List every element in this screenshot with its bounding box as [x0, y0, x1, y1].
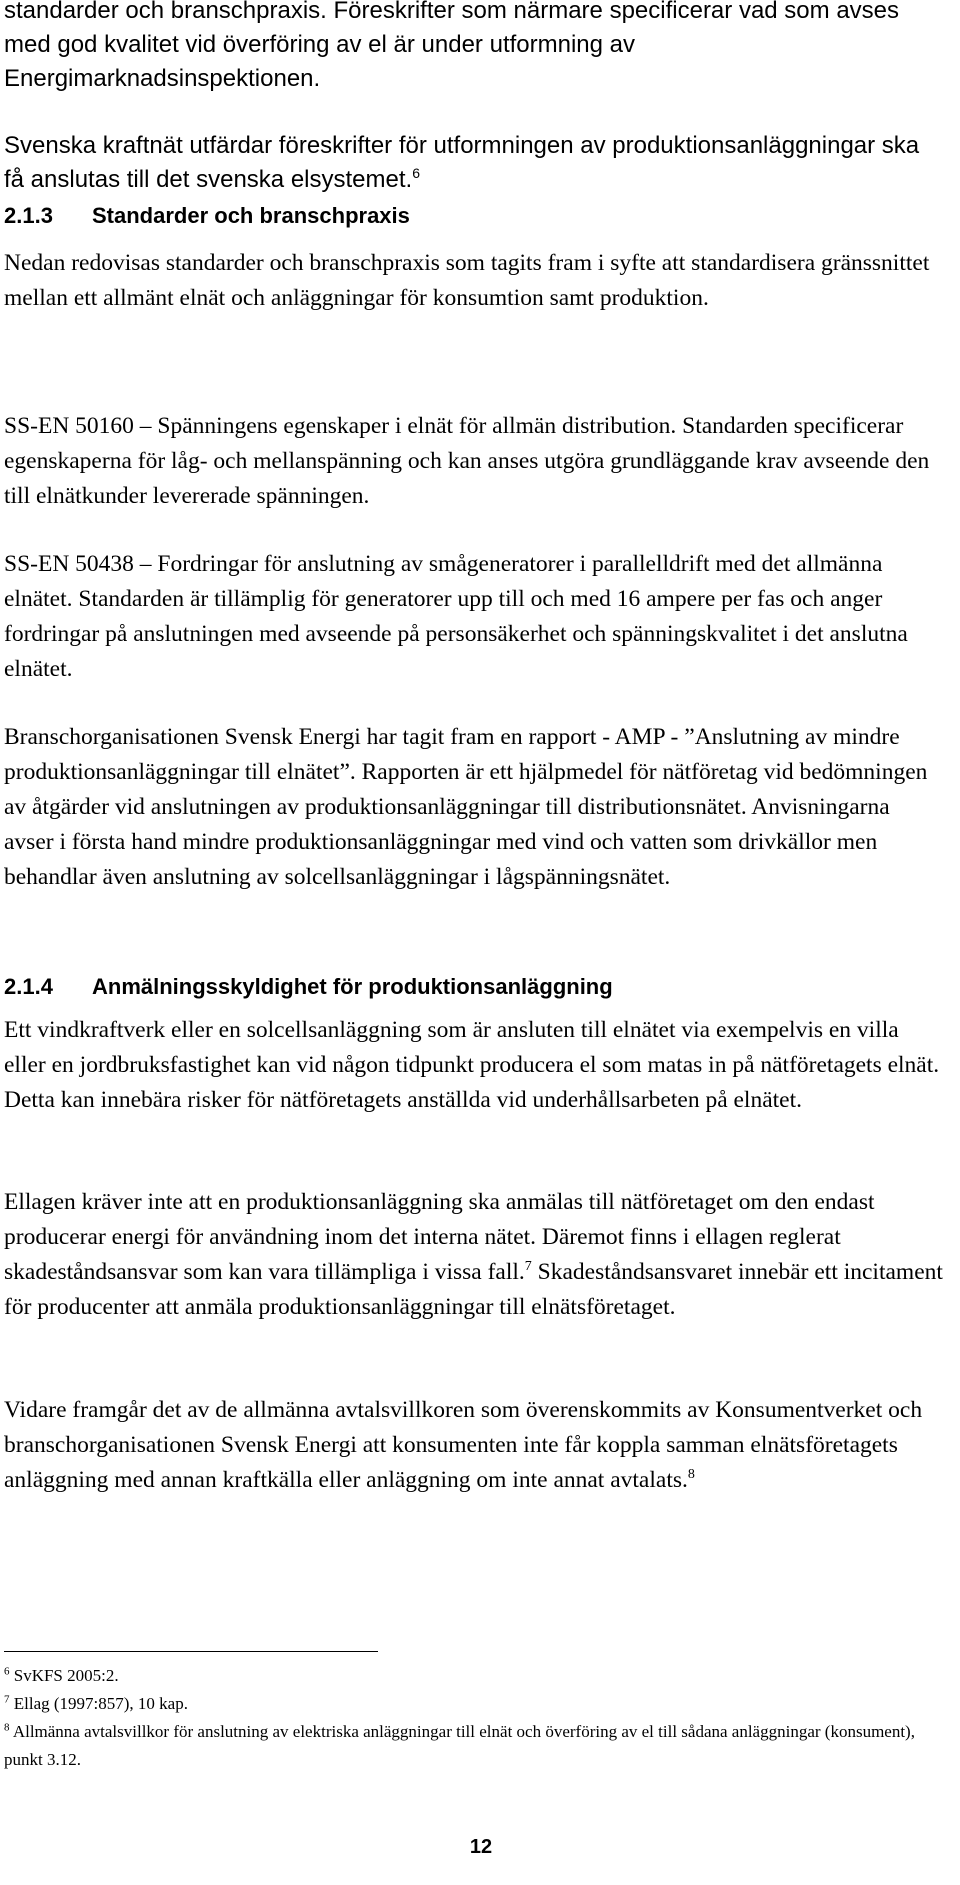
footnote-text: SvKFS 2005:2.: [13, 1666, 119, 1685]
section-2-1-4-paragraph-3: [4, 1393, 944, 1498]
section-2-1-3-paragraph-3: [4, 547, 944, 687]
section-2-1-3-paragraph-2: [4, 409, 944, 514]
footnote-6: [4, 1662, 944, 1690]
footnote-mark: 6: [4, 1665, 10, 1678]
section-heading-2-1-4: [4, 972, 613, 1002]
section-2-1-3-paragraph-1-text: Nedan redovisas standarder och branschpraxis som tagits fram i syfte att standardisera gränssnittet mellan ett allmänt elnät och anläggningar för konsumtion samt produktion.: [4, 250, 930, 311]
intro-paragraph-1: [4, 0, 944, 96]
section-2-1-4-paragraph-2: [4, 1185, 944, 1325]
footnote-separator: [4, 1651, 378, 1652]
intro-paragraph-2-text: Svenska kraftnät utfärdar föreskrifter för utformningen av produktionsanläggningar ska få anslutas till det svenska elsystemet.: [4, 132, 920, 193]
section-2-1-4-paragraph-1-text: Ett vindkraftverk eller en solcellsanläggning som är ansluten till elnätet via exempelvis en villa eller en jordbruksfastighet kan vid någon tidpunkt producera el som matas in på nätföretagets elnät. Detta kan innebära risker för nätföretagets anställda vid underhållsarbeten på elnätet.: [4, 1017, 940, 1113]
footnote-ref-8[interactable]: 8: [687, 1467, 695, 1483]
section-2-1-3-paragraph-2-text: SS-EN 50160 – Spänningens egenskaper i elnät för allmän distribution. Standarden specificerar egenskaperna för låg- och mellanspänning och kan anses utgöra grundläggande krav avseende den till elnätkunder levererade spänningen.: [4, 413, 930, 509]
section-heading-2-1-3: [4, 201, 410, 231]
footnote-text: Allmänna avtalsvillkor för anslutning av elektriska anläggningar till elnät och överföring av el till sådana anläggningar (konsument), punkt 3.12.: [4, 1722, 915, 1769]
section-number: 2.1.4: [4, 974, 53, 999]
section-title: Anmälningsskyldighet för produktionsanläggning: [92, 974, 613, 999]
section-2-1-4-paragraph-3-text: Vidare framgår det av de allmänna avtalsvillkoren som överenskommits av Konsumentverket och branschorganisationen Svensk Energi att konsumenten inte får koppla samman elnätsföretagets anläggning med annan kraftkälla eller anläggning om inte annat avtalats.: [4, 1397, 923, 1493]
footnote-text: Ellag (1997:857), 10 kap.: [13, 1694, 188, 1713]
footnote-7: [4, 1690, 944, 1718]
intro-paragraph-2: [4, 129, 944, 197]
footnote-ref-7[interactable]: 7: [524, 1259, 532, 1275]
section-2-1-3-paragraph-3-text: SS-EN 50438 – Fordringar för anslutning av smågeneratorer i parallelldrift med det allmänna elnätet. Standarden är tillämplig för generatorer upp till och med 16 ampere per fas och anger fordringar på anslutningen med avseende på personsäkerhet och spänningskvalitet i det anslutna elnätet.: [4, 551, 908, 682]
section-2-1-4-paragraph-1: [4, 1013, 944, 1118]
footnote-ref-6[interactable]: 6: [412, 165, 420, 181]
section-2-1-3-paragraph-4: [4, 720, 944, 895]
section-2-1-3-paragraph-4-text: Branschorganisationen Svensk Energi har tagit fram en rapport - AMP - ”Anslutning av mindre produktionsanläggningar till elnätet”. Rapporten är ett hjälpmedel för nätföretag vid bedömningen av åtgärder vid anslutningen av produktionsanläggningar till distributionsnätet. Anvisningarna avser i första hand mindre produktionsanläggningar med vind och vatten som drivkällor men behandlar även anslutning av solcellsanläggningar i lågspänningsnätet.: [4, 724, 928, 890]
footnote-mark: 7: [4, 1693, 10, 1706]
section-2-1-4-paragraph-2-text-a: Ellagen kräver inte att en produktionsanläggning ska anmälas till nätföretaget om den endast producerar energi för användning inom det interna nätet. Däremot finns i ellagen reglerat skadeståndsansvar som kan vara tillämpliga i vissa fall.: [4, 1189, 875, 1285]
section-2-1-4-paragraph-2-text-b: Skadeståndsansvaret innebär ett incitament för producenter att anmäla produktionsanläggningar till elnätsföretaget.: [4, 1259, 943, 1320]
page-number: 12: [469, 1836, 493, 1858]
footnote-8: [4, 1718, 944, 1774]
intro-paragraph-1-text: standarder och branschpraxis. Föreskrifter som närmare specificerar vad som avses med god kvalitet vid överföring av el är under utformning av Energimarknadsinspektionen.: [4, 0, 900, 92]
section-title: Standarder och branschpraxis: [92, 203, 410, 228]
section-number: 2.1.3: [4, 203, 53, 228]
footnote-mark: 8: [4, 1721, 10, 1734]
section-2-1-3-paragraph-1: [4, 246, 944, 316]
